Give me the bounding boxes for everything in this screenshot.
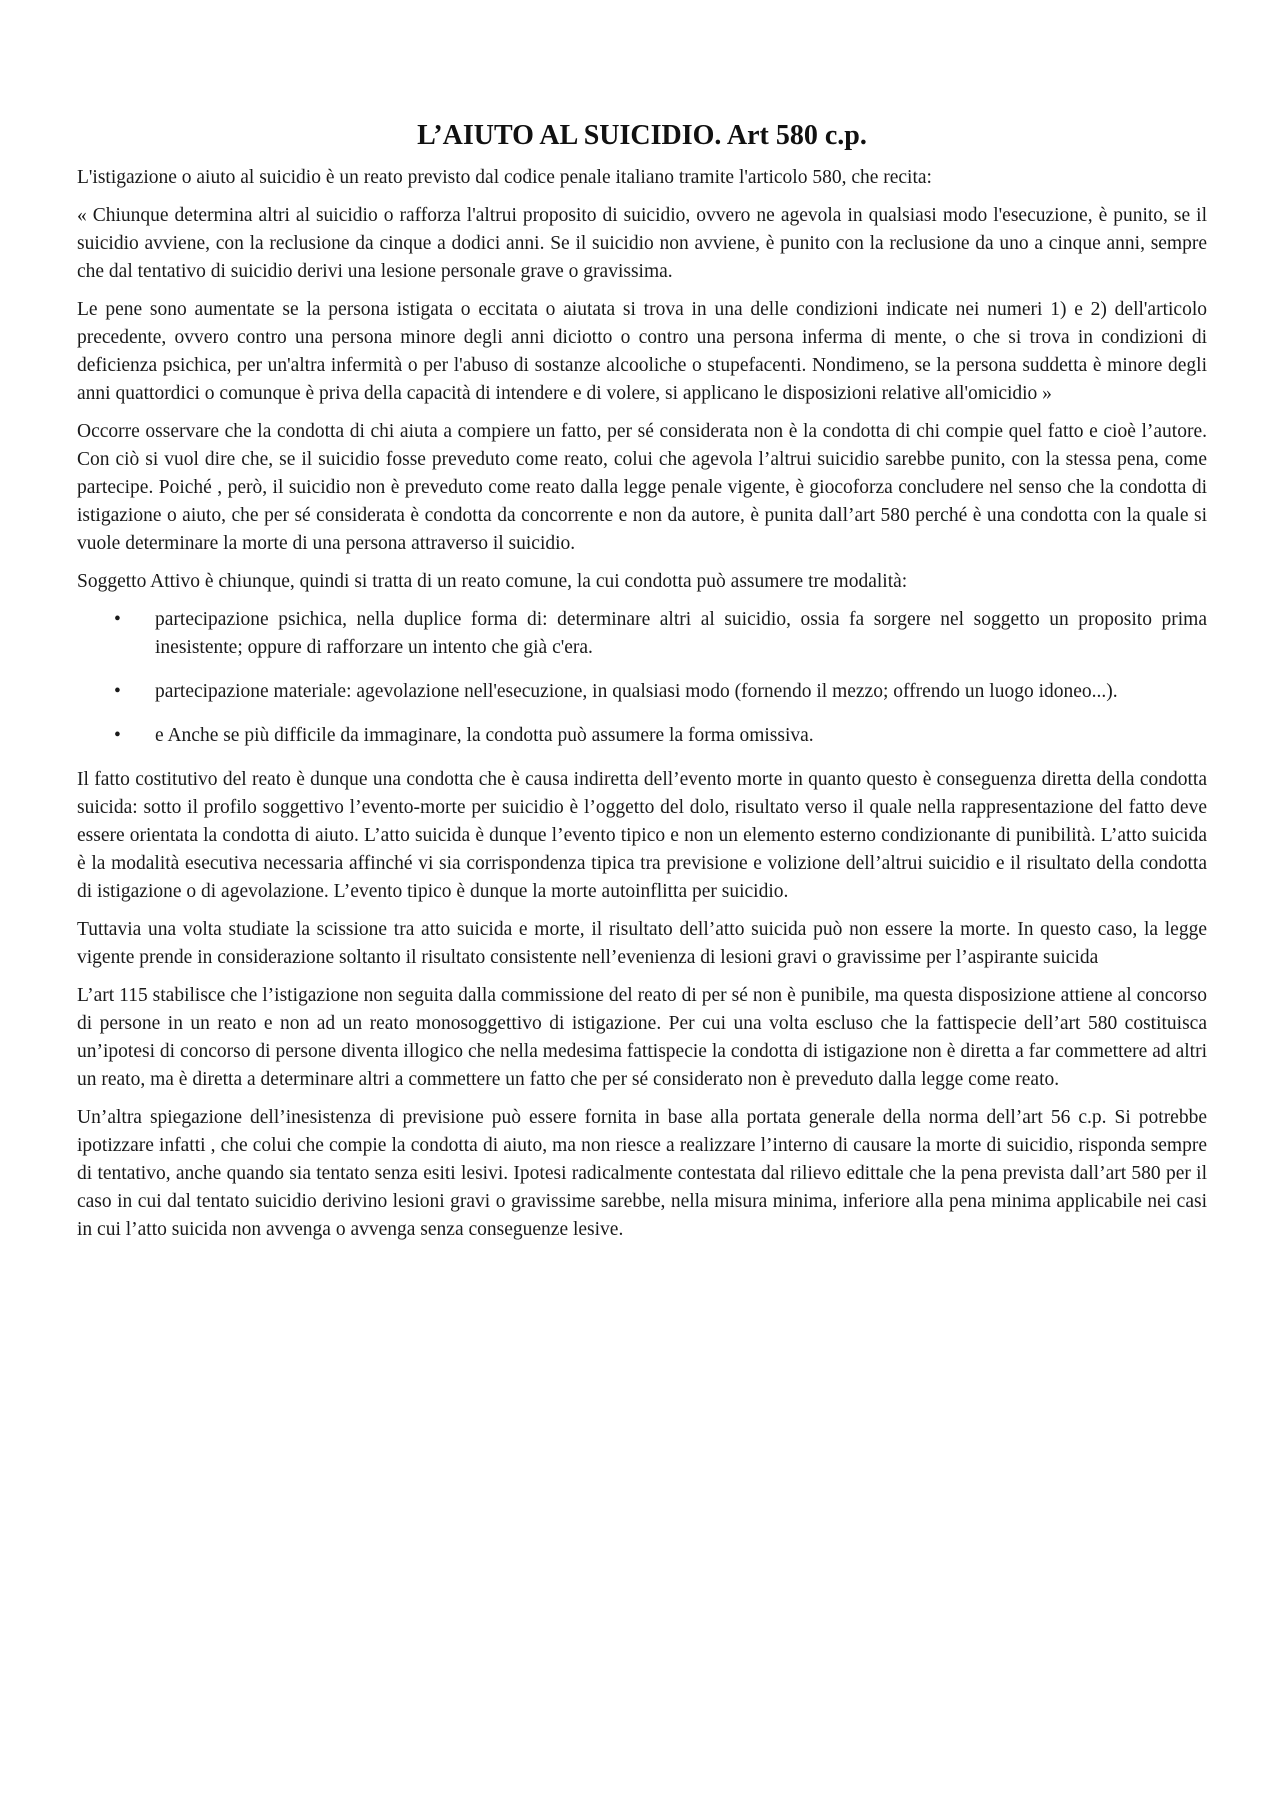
list-item	[77, 606, 1207, 662]
conduct-modalities-list	[77, 606, 1207, 750]
document-title: L’AIUTO AL SUICIDIO. Art 580 c.p.	[417, 120, 867, 151]
list-item-text: e Anche se più difficile da immaginare, la condotta può assumere la forma omissiva.	[155, 725, 814, 746]
body-paragraph-1: Occorre osservare che la condotta di chi aiuta a compiere un fatto, per sé considerata non è la condotta di chi compie quel fatto e cioè l’autore. Con ciò si vuol dire che, se il suicidio fosse preveduto come reato, colui che agevola l’altrui suicidio sarebbe punito, con la stessa pena, come partecipe. Poiché , però, il suicidio non è preveduto come reato dalla legge penale vigente, è giocoforza concludere nel senso che la condotta di istigazione o aiuto, che per sé considerata è condotta da concorrente e non da autore, è punita dall’art 580 perché è una condotta con la quale si vuole determinare la morte di una persona attraverso il suicidio.	[77, 421, 1207, 554]
list-item	[77, 722, 1207, 750]
body-paragraph-2: Soggetto Attivo è chiunque, quindi si tratta di un reato comune, la cui condotta può assumere tre modalità:	[77, 571, 908, 592]
bullet-icon: •	[114, 725, 121, 746]
list-item-text: partecipazione psichica, nella duplice forma di: determinare altri al suicidio, ossia fa sorgere nel soggetto un proposito prima inesistente; oppure di rafforzare un intento che già c'era.	[155, 609, 1207, 658]
body-paragraph-5: L’art 115 stabilisce che l’istigazione non seguita dalla commissione del reato di per sé non è punibile, ma questa disposizione attiene al concorso di persone in un reato e non ad un reato monosoggettivo di istigazione. Per cui una volta escluso che la fattispecie dell’art 580 costituisca un’ipotesi di concorso di persone diventa illogico che nella medesima fattispecie la condotta di istigazione non è diretta a far commettere ad altri un reato, ma è diretta a determinare altri a commettere un fatto che per sé considerato non è preveduto dalla legge come reato.	[77, 985, 1207, 1090]
bullet-icon: •	[114, 681, 121, 702]
article-quote-paragraph-1: « Chiunque determina altri al suicidio o rafforza l'altrui proposito di suicidio, ovvero ne agevola in qualsiasi modo l'esecuzione, è punito, se il suicidio avviene, con la reclusione da cinque a dodici anni. Se il suicidio non avviene, è punito con la reclusione da uno a cinque anni, sempre che dal tentativo di suicidio derivi una lesione personale grave o gravissima.	[77, 205, 1207, 282]
body-paragraph-3: Il fatto costitutivo del reato è dunque una condotta che è causa indiretta dell’evento morte in quanto questo è conseguenza diretta della condotta suicida: sotto il profilo soggettivo l’evento-morte per suicidio è l’oggetto del dolo, risultato verso il quale nella rappresentazione del fatto deve essere orientata la condotta di aiuto. L’atto suicida è dunque l’evento tipico e non un elemento esterno condizionante di punibilità. L’atto suicida è la modalità esecutiva necessaria affinché vi sia corrispondenza tipica tra previsione e volizione dell’altrui suicidio e il risultato della condotta di istigazione o di agevolazione. L’evento tipico è dunque la morte autoinflitta per suicidio.	[77, 769, 1207, 902]
list-item	[77, 678, 1207, 706]
list-item-text: partecipazione materiale: agevolazione nell'esecuzione, in qualsiasi modo (fornendo il mezzo; offrendo un luogo idoneo...).	[155, 681, 1118, 702]
body-paragraph-4: Tuttavia una volta studiate la scissione tra atto suicida e morte, il risultato dell’atto suicida può non essere la morte. In questo caso, la legge vigente prende in considerazione soltanto il risultato consistente nell’evenienza di lesioni gravi o gravissime per l’aspirante suicida	[77, 919, 1207, 968]
bullet-icon: •	[114, 609, 121, 630]
article-quote-paragraph-2: Le pene sono aumentate se la persona istigata o eccitata o aiutata si trova in una delle condizioni indicate nei numeri 1) e 2) dell'articolo precedente, ovvero contro una persona minore degli anni diciotto o contro una persona inferma di mente, o che si trova in condizioni di deficienza psichica, per un'altra infermità o per l'abuso di sostanze alcooliche o stupefacenti. Nondimeno, se la persona suddetta è minore degli anni quattordici o comunque è priva della capacità di intendere e di volere, si applicano le disposizioni relative all'omicidio »	[77, 299, 1207, 404]
document-page	[77, 118, 1207, 1254]
body-paragraph-6: Un’altra spiegazione dell’inesistenza di previsione può essere fornita in base alla portata generale della norma dell’art 56 c.p. Si potrebbe ipotizzare infatti , che colui che compie la condotta di aiuto, ma non riesce a realizzare l’interno di causare la morte di suicidio, risponda sempre di tentativo, anche quando sia tentato senza esiti lesivi. Ipotesi radicalmente contestata dal rilievo edittale che la pena prevista dall’art 580 per il caso in cui dal tentato suicidio derivino lesioni gravi o gravissime sarebbe, nella misura minima, inferiore alla pena minima applicabile nei casi in cui l’atto suicida non avvenga o avvenga senza conseguenze lesive.	[77, 1107, 1207, 1240]
intro-paragraph: L'istigazione o aiuto al suicidio è un reato previsto dal codice penale italiano tramite l'articolo 580, che recita:	[77, 167, 932, 188]
